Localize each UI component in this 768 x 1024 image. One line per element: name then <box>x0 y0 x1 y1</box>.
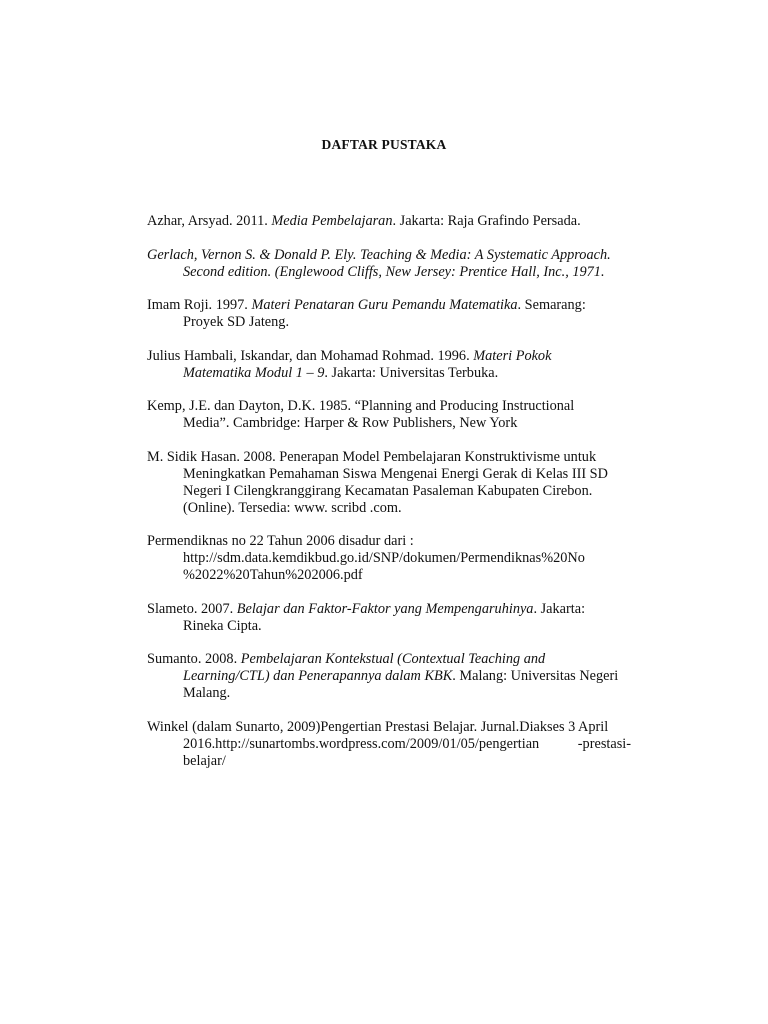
reference-line <box>183 567 631 584</box>
reference-line <box>183 500 631 517</box>
reference-text: . Semarang: <box>517 297 586 313</box>
reference-text: Imam Roji. 1997. <box>147 297 252 313</box>
reference-entry <box>147 297 631 331</box>
reference-entry <box>147 719 631 770</box>
reference-italic-text: Gerlach, Vernon S. & Donald P. Ely. Teaching & Media: A Systematic Approach. <box>147 246 611 263</box>
reference-text: Julius Hambali, Iskandar, dan Mohamad Rohmad. 1996. <box>147 347 474 364</box>
reference-text: Slameto. 2007. <box>147 600 237 617</box>
reference-list <box>147 213 631 786</box>
reference-line <box>183 466 631 483</box>
reference-line <box>183 483 631 500</box>
reference-line <box>183 736 631 753</box>
reference-entry <box>147 449 631 517</box>
reference-italic-text: Materi Pokok <box>473 347 552 364</box>
reference-italic-text: Media Pembelajaran <box>271 213 393 229</box>
reference-text: (Online). Tersedia: www. scribd .com. <box>183 499 402 516</box>
reference-entry <box>147 651 631 702</box>
reference-line <box>183 668 631 685</box>
reference-text: -prestasi- <box>577 735 631 752</box>
reference-line <box>147 297 631 314</box>
reference-text: Azhar, Arsyad. 2011. <box>147 213 272 229</box>
reference-line <box>183 415 631 432</box>
reference-text: http://sdm.data.kemdikbud.go.id/SNP/dokumen/Permendiknas%20No <box>183 550 585 566</box>
reference-text: Permendiknas no 22 Tahun 2006 disadur dari : <box>147 533 414 549</box>
reference-text: Rineka Cipta. <box>183 617 262 634</box>
reference-text: . Malang: Universitas Negeri <box>452 668 619 684</box>
reference-line <box>183 685 631 702</box>
reference-italic-text: Matematika Modul 1 – 9 <box>183 364 325 381</box>
reference-entry <box>147 348 631 382</box>
reference-line <box>183 753 631 770</box>
reference-text: Winkel (dalam Sunarto, 2009)Pengertian Prestasi Belajar. Jurnal.Diakses 3 April <box>147 718 609 735</box>
reference-italic-text: Second edition. (Englewood Cliffs, New Jersey: Prentice Hall, Inc., 1971. <box>183 263 605 280</box>
reference-text: 2016.http://sunartombs.wordpress.com/2009/01/05/pengertian <box>183 735 540 752</box>
reference-text: . Jakarta: Universitas Terbuka. <box>324 364 499 381</box>
reference-italic-text: Learning/CTL) dan Penerapannya dalam KBK <box>183 668 453 684</box>
reference-line <box>147 718 631 736</box>
reference-text: belajar/ <box>183 752 226 769</box>
reference-line <box>183 550 631 567</box>
reference-line <box>147 398 631 415</box>
reference-entry <box>147 601 631 635</box>
reference-text: Kemp, J.E. dan Dayton, D.K. 1985. “Planning and Producing Instructional <box>147 398 575 414</box>
reference-line <box>147 347 631 365</box>
reference-line <box>147 533 631 550</box>
reference-line <box>147 246 631 264</box>
reference-line <box>147 213 631 230</box>
reference-text: Malang. <box>183 685 231 701</box>
reference-italic-text: Materi Penataran Guru Pemandu Matematika <box>251 297 518 313</box>
reference-text: . Jakarta: Raja Grafindo Persada. <box>392 213 581 229</box>
reference-entry <box>147 533 631 584</box>
reference-italic-text: Belajar dan Faktor-Faktor yang Mempengaruhinya <box>236 600 534 617</box>
reference-line <box>147 600 631 618</box>
reference-entry <box>147 213 631 230</box>
reference-text: Sumanto. 2008. <box>147 651 241 667</box>
reference-text: %2022%20Tahun%202006.pdf <box>183 567 363 583</box>
reference-line <box>147 651 631 668</box>
reference-entry <box>147 247 631 281</box>
reference-text: Negeri I Cilengkranggirang Kecamatan Pasaleman Kabupaten Cirebon. <box>183 482 593 499</box>
reference-line <box>183 264 631 281</box>
reference-text: Proyek SD Jateng. <box>183 314 290 330</box>
reference-line <box>183 314 631 331</box>
reference-text: M. Sidik Hasan. 2008. Penerapan Model Pembelajaran Konstruktivisme untuk <box>147 448 597 465</box>
reference-line <box>183 365 631 382</box>
page-title: DAFTAR PUSTAKA <box>321 137 447 152</box>
reference-line <box>147 448 631 466</box>
reference-line <box>183 618 631 635</box>
reference-text: Meningkatkan Pemahaman Siswa Mengenai Energi Gerak di Kelas III SD <box>183 465 608 482</box>
reference-entry <box>147 398 631 432</box>
reference-italic-text: Pembelajaran Kontekstual (Contextual Teaching and <box>240 651 546 667</box>
reference-text: Media”. Cambridge: Harper & Row Publishers, New York <box>183 415 518 431</box>
reference-text: . Jakarta: <box>533 600 586 617</box>
